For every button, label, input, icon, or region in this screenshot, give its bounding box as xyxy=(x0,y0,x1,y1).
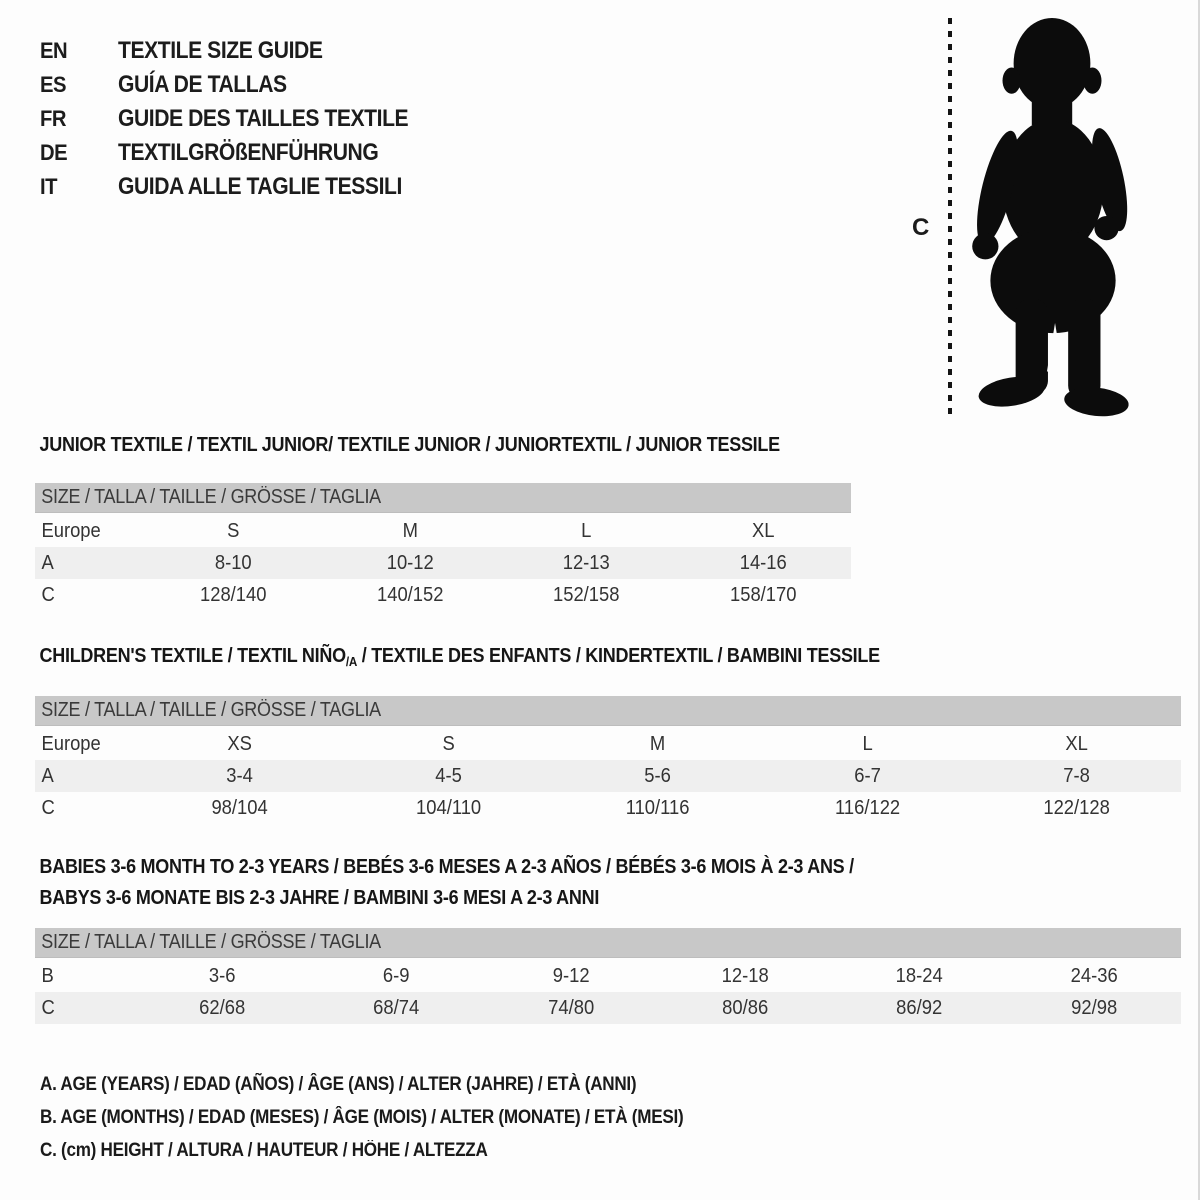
row-label: A xyxy=(41,764,54,787)
toddler-silhouette-icon xyxy=(964,16,1140,420)
row-value: 122/128 xyxy=(1043,796,1110,819)
language-title: GUÍA DE TALLAS xyxy=(118,71,287,98)
legend xyxy=(40,1068,755,1167)
table-row-age-years xyxy=(35,760,1181,792)
junior-size-table xyxy=(35,483,851,611)
row-value: L xyxy=(862,732,873,755)
table-row-height xyxy=(35,579,851,611)
section-junior-textile xyxy=(35,434,851,611)
row-value: 128/140 xyxy=(199,583,267,606)
title-subscript: /A xyxy=(345,654,358,669)
size-table-header-label: SIZE / TALLA / TAILLE / GRÖSSE / TAGLIA xyxy=(41,486,381,508)
legend-line-b: B. AGE (MONTHS) / EDAD (MESES) / ÂGE (MOIS) / ALTER (MONATE) / ETÀ (MESI) xyxy=(40,1107,684,1128)
row-value: 12-13 xyxy=(562,551,610,574)
table-row-height xyxy=(35,792,1181,824)
language-title: TEXTILE SIZE GUIDE xyxy=(118,37,323,64)
language-row-en xyxy=(40,34,448,68)
language-row-fr xyxy=(40,102,448,136)
size-table-header xyxy=(35,696,1181,726)
table-row-age-months xyxy=(35,960,1181,992)
title-suffix: / TEXTILE DES ENFANTS / KINDERTEXTIL / BAMBINI TESSILE xyxy=(357,645,880,667)
size-table-header-label: SIZE / TALLA / TAILLE / GRÖSSE / TAGLIA xyxy=(41,931,381,953)
row-value: 12-18 xyxy=(721,964,769,987)
height-measure-label: C xyxy=(912,214,930,241)
row-value: 140/152 xyxy=(376,583,443,606)
language-row-de xyxy=(40,136,448,170)
language-code: FR xyxy=(40,106,67,131)
language-row-es xyxy=(40,68,448,102)
legend-line-a: A. AGE (YEARS) / EDAD (AÑOS) / ÂGE (ANS) / ALTER (JAHRE) / ETÀ (ANNI) xyxy=(40,1074,637,1095)
row-value: 92/98 xyxy=(1070,996,1117,1019)
row-label: A xyxy=(41,551,54,574)
row-value: 98/104 xyxy=(211,796,268,819)
row-value: 86/92 xyxy=(896,996,943,1019)
row-label: C xyxy=(41,796,55,819)
row-value: 68/74 xyxy=(373,996,420,1019)
section-title-line2: BABYS 3-6 MONATE BIS 2-3 JAHRE / BAMBINI 3-6 MESI A 2-3 ANNI xyxy=(39,887,600,909)
row-value: 116/122 xyxy=(834,796,900,819)
language-title: GUIDA ALLE TAGLIE TESSILI xyxy=(118,173,402,200)
row-value: 3-6 xyxy=(208,964,236,987)
language-code: DE xyxy=(40,140,68,165)
row-value: 5-6 xyxy=(644,764,672,787)
row-label: C xyxy=(41,583,55,606)
language-code: ES xyxy=(40,72,67,97)
row-value: XL xyxy=(751,519,775,542)
table-row-europe xyxy=(35,728,1181,760)
row-value: XL xyxy=(1065,732,1088,755)
row-value: 24-36 xyxy=(1070,964,1118,987)
table-row-age-years xyxy=(35,547,851,579)
row-value: 8-10 xyxy=(214,551,252,574)
children-size-table xyxy=(35,696,1181,824)
row-value: 158/170 xyxy=(729,583,796,606)
row-value: 7-8 xyxy=(1063,764,1090,787)
language-title-list xyxy=(40,34,448,204)
height-measure-dashed-line xyxy=(948,18,952,416)
size-table-header xyxy=(35,928,1181,958)
row-value: 104/110 xyxy=(416,796,482,819)
section-title xyxy=(35,852,1066,914)
language-code: IT xyxy=(40,174,58,199)
row-value: 10-12 xyxy=(386,551,434,574)
section-children-textile xyxy=(35,645,1181,824)
language-code: EN xyxy=(40,38,68,63)
table-row-europe xyxy=(35,515,851,547)
section-babies-textile xyxy=(35,852,1181,1024)
row-value: 62/68 xyxy=(199,996,246,1019)
size-table-header-label: SIZE / TALLA / TAILLE / GRÖSSE / TAGLIA xyxy=(41,699,381,721)
row-value: L xyxy=(581,519,592,542)
table-row-height xyxy=(35,992,1181,1024)
row-value: M xyxy=(650,732,666,755)
babies-size-table xyxy=(35,928,1181,1024)
row-value: S xyxy=(227,519,240,542)
row-value: M xyxy=(402,519,418,542)
row-value: XS xyxy=(227,732,252,755)
section-title-line1: BABIES 3-6 MONTH TO 2-3 YEARS / BEBÉS 3-6 MESES A 2-3 AÑOS / BÉBÉS 3-6 MOIS À 2-3 ANS / xyxy=(39,856,854,878)
row-label: B xyxy=(41,964,54,987)
size-table-header xyxy=(35,483,851,513)
title-prefix: CHILDREN'S TEXTILE / TEXTIL NIÑO xyxy=(39,645,346,667)
legend-line-c: C. (cm) HEIGHT / ALTURA / HAUTEUR / HÖHE / ALTEZZA xyxy=(40,1140,488,1161)
language-title: GUIDE DES TAILLES TEXTILE xyxy=(118,105,409,132)
row-value: 110/116 xyxy=(626,796,690,819)
row-value: S xyxy=(442,732,455,755)
row-value: 14-16 xyxy=(739,551,787,574)
row-value: 18-24 xyxy=(895,964,944,987)
language-row-it xyxy=(40,170,448,204)
row-value: 6-7 xyxy=(853,764,881,787)
language-title: TEXTILGRÖßENFÜHRUNG xyxy=(118,139,379,166)
row-value: 9-12 xyxy=(552,964,590,987)
row-value: 3-4 xyxy=(226,764,253,787)
row-value: 74/80 xyxy=(547,996,594,1019)
row-value: 80/86 xyxy=(722,996,769,1019)
row-value: 4-5 xyxy=(435,764,463,787)
row-value: 152/158 xyxy=(552,583,620,606)
row-label: Europe xyxy=(41,519,101,542)
section-title xyxy=(35,645,1066,673)
row-label: C xyxy=(41,996,55,1019)
row-label: Europe xyxy=(41,732,101,755)
row-value: 6-9 xyxy=(383,964,410,987)
section-title: JUNIOR TEXTILE / TEXTIL JUNIOR/ TEXTILE JUNIOR / JUNIORTEXTIL / JUNIOR TESSILE xyxy=(39,434,780,456)
